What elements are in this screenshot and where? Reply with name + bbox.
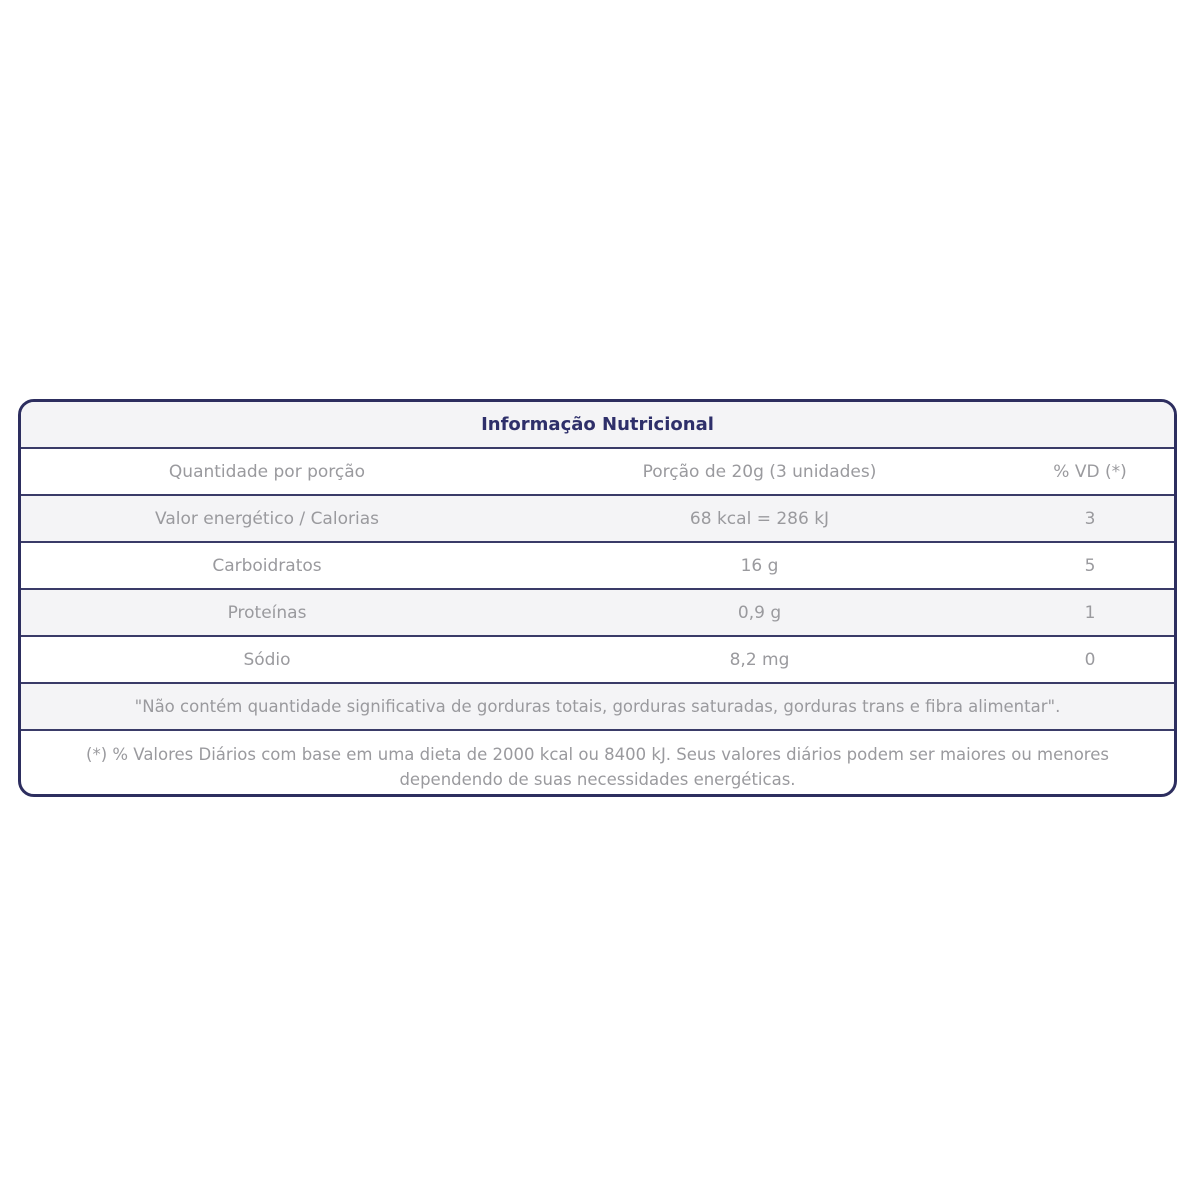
nutrient-dv: 1	[1084, 602, 1096, 623]
nutrient-name: Valor energético / Calorias	[155, 508, 379, 529]
nutrient-name: Sódio	[243, 649, 291, 670]
nutrient-amount: 16 g	[740, 555, 779, 576]
nutrition-note: "Não contém quantidade significativa de gorduras totais, gorduras saturadas, gorduras trans e fibra alimentar".	[21, 684, 1174, 731]
header-dv: % VD (*)	[1053, 461, 1127, 482]
nutrient-dv: 5	[1084, 555, 1096, 576]
nutrient-name: Carboidratos	[212, 555, 322, 576]
header-quantity: Quantidade por porção	[168, 461, 366, 482]
nutrition-table	[18, 399, 1177, 797]
nutrient-dv: 0	[1084, 649, 1096, 670]
table-header-row	[21, 449, 1174, 496]
header-portion: Porção de 20g (3 unidades)	[642, 461, 877, 482]
nutrient-amount: 0,9 g	[737, 602, 782, 623]
table-row	[21, 590, 1174, 637]
nutrient-amount: 68 kcal = 286 kJ	[689, 508, 830, 529]
table-row	[21, 543, 1174, 590]
table-row	[21, 637, 1174, 684]
nutrient-dv: 3	[1084, 508, 1096, 529]
nutrient-name: Proteínas	[227, 602, 307, 623]
table-title: Informação Nutricional	[21, 402, 1174, 449]
nutrient-amount: 8,2 mg	[729, 649, 790, 670]
daily-value-footnote: (*) % Valores Diários com base em uma dieta de 2000 kcal ou 8400 kJ. Seus valores diários podem ser maiores ou menores dependendo de suas necessidades energéticas.	[86, 745, 1109, 789]
table-row	[21, 496, 1174, 543]
